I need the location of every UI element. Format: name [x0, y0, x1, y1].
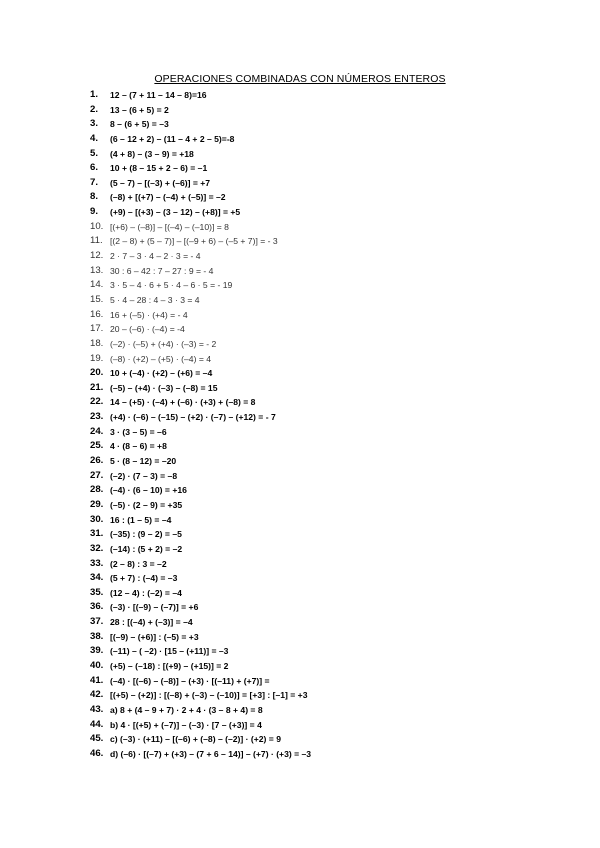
exercise-number: 19.	[90, 352, 104, 364]
exercise-expression: 2 · 7 – 3 · 4 – 2 · 3 = - 4	[110, 251, 201, 262]
exercise-expression: (–2) · (7 – 3) = –8	[110, 470, 178, 481]
page-title: OPERACIONES COMBINADAS CON NÚMEROS ENTEROS	[154, 73, 446, 85]
exercise-expression: 4 · (8 – 6) = +8	[110, 441, 167, 452]
exercise-expression: c) (–3) · (+11) – [(–6) + (–8) – (–2)] · (+2) = 9	[110, 734, 281, 745]
exercise-expression: 13 – (6 + 5) = 2	[110, 104, 169, 115]
exercise-number: 44.	[90, 718, 104, 730]
exercise-expression: (12 – 4) : (–2) = –4	[110, 587, 182, 598]
exercise-expression: a) 8 + (4 – 9 + 7) · 2 + 4 · (3 – 8 + 4) = 8	[110, 704, 263, 715]
exercise-expression: (5 + 7) : (–4) = –3	[110, 573, 178, 584]
exercise-number: 25.	[90, 440, 104, 452]
exercise-number: 40.	[90, 659, 104, 671]
exercise-number: 3.	[90, 118, 99, 130]
exercise-expression: [(+5) – (+2)] : [(–8) + (–3) – (–10)] = [+3] : [–1] = +3	[110, 690, 308, 701]
exercise-number: 6.	[90, 162, 99, 174]
exercise-number: 33.	[90, 557, 104, 569]
exercise-expression: (–5) · (2 – 9) = +35	[110, 499, 183, 510]
exercise-expression: (2 – 8) : 3 = –2	[110, 558, 167, 569]
exercise-number: 37.	[90, 616, 104, 628]
exercise-expression: 3 · 5 – 4 · 6 + 5 · 4 – 6 · 5 = - 19	[110, 280, 233, 291]
exercise-number: 42.	[90, 689, 104, 701]
exercise-expression: [(+6) – (–8)] – [(–4) – (–10)] = 8	[110, 221, 229, 232]
exercise-number: 36.	[90, 601, 104, 613]
exercise-expression: 20 – (–6) · (–4) = -4	[110, 324, 185, 335]
exercise-expression: 16 : (1 – 5) = –4	[110, 514, 172, 525]
exercise-number: 32.	[90, 542, 104, 554]
exercise-number: 24.	[90, 425, 104, 437]
exercise-number: 26.	[90, 455, 104, 467]
exercise-number: 17.	[90, 323, 104, 335]
exercise-number: 5.	[90, 147, 99, 159]
exercise-expression: (–14) : (5 + 2) = –2	[110, 543, 183, 554]
exercise-number: 23.	[90, 411, 104, 423]
exercise-expression: (+5) – (–18) : [(+9) – (+15)] = 2	[110, 660, 229, 671]
exercise-number: 15.	[90, 293, 104, 305]
exercise-expression: (–4) · [(–6) – (–8)] – (+3) · [(–11) + (+7)] =	[110, 675, 270, 686]
exercise-expression: (–8) + [(+7) – (–4) + (–5)] = –2	[110, 192, 226, 203]
exercise-number: 10.	[90, 220, 104, 232]
exercise-expression: 30 : 6 – 42 : 7 – 27 : 9 = - 4	[110, 265, 214, 276]
exercise-number: 11.	[90, 235, 103, 247]
exercise-expression: 10 + (–4) · (+2) – (+6) = –4	[110, 368, 213, 379]
exercise-expression: [(2 – 8) + (5 – 7)] – [(–9 + 6) – (–5 + 7)] = - 3	[110, 236, 278, 247]
exercise-expression: (–4) · (6 – 10) = +16	[110, 485, 187, 496]
exercise-number: 1.	[90, 89, 99, 100]
exercise-number: 16.	[90, 308, 104, 320]
exercise-number: 12.	[90, 250, 104, 262]
exercise-number: 35.	[90, 586, 104, 598]
exercise-expression: 14 – (+5) · (–4) + (–6) · (+3) + (–8) = 8	[110, 397, 256, 408]
exercise-number: 4.	[90, 132, 99, 144]
exercise-number: 18.	[90, 337, 104, 349]
exercise-number: 20.	[90, 367, 104, 379]
exercise-number: 46.	[90, 747, 104, 759]
exercise-number: 21.	[90, 381, 104, 393]
exercise-number: 29.	[90, 498, 104, 510]
exercise-expression: (–3) · [(–9) – (–7)] = +6	[110, 602, 199, 613]
exercise-expression: 5 · (8 – 12) = –20	[110, 456, 177, 467]
exercise-number: 2.	[90, 103, 99, 115]
exercise-number: 14.	[90, 279, 104, 291]
exercise-expression: 8 – (6 + 5) = –3	[110, 119, 169, 130]
exercise-number: 30.	[90, 513, 104, 525]
exercise-expression: (+4) · (–6) – (–15) – (+2) · (–7) – (+12) = - 7	[110, 412, 276, 423]
exercise-expression: 10 + (8 – 15 + 2 – 6) = –1	[110, 163, 208, 174]
exercise-number: 38.	[90, 630, 104, 642]
exercise-number: 45.	[90, 733, 104, 745]
exercise-number: 8.	[90, 191, 99, 203]
exercise-expression: (–11) – ( –2) · [15 – (+11)] = –3	[110, 646, 229, 657]
exercise-number: 7.	[90, 176, 99, 188]
exercise-number: 43.	[90, 703, 104, 715]
exercise-expression: (+9) – [(+3) – (3 – 12) – (+8)] = +5	[110, 207, 241, 218]
exercise-number: 31.	[90, 528, 104, 540]
exercise-number: 39.	[90, 645, 104, 657]
exercise-number: 22.	[90, 396, 104, 408]
exercise-expression: (–35) : (9 – 2) = –5	[110, 529, 182, 540]
exercise-expression: 28 : [(–4) + (–3)] = –4	[110, 617, 193, 628]
exercise-number: 9.	[90, 206, 99, 218]
exercise-expression: [(–9) – (+6)] : (–5) = +3	[110, 631, 199, 642]
exercise-number: 34.	[90, 572, 104, 584]
exercise-expression: (5 – 7) – [(–3) + (–6)] = +7	[110, 177, 211, 188]
exercise-expression: (4 + 8) – (3 – 9) = +18	[110, 148, 194, 159]
exercise-number: 27.	[90, 469, 104, 481]
exercise-expression: 16 + (–5) · (+4) = - 4	[110, 309, 188, 320]
exercise-number: 13.	[90, 264, 104, 276]
exercise-expression: 5 · 4 – 28 : 4 – 3 · 3 = 4	[110, 294, 200, 305]
exercise-expression: (–2) · (–5) + (+4) · (–3) = - 2	[110, 338, 217, 349]
exercise-expression: 12 – (7 + 11 – 14 – 8)=16	[110, 90, 207, 100]
exercise-expression: d) (–6) · [(–7) + (+3) – (7 + 6 – 14)] – (+7) · (+3) = –3	[110, 748, 312, 759]
exercise-expression: (–8) · (+2) – (+5) · (–4) = 4	[110, 353, 212, 364]
exercise-expression: (6 – 12 + 2) – (11 – 4 + 2 – 5)=-8	[110, 133, 235, 144]
exercise-expression: b) 4 · [(+5) + (–7)] – (–3) · [7 – (+3)] = 4	[110, 719, 262, 730]
exercise-expression: (–5) – (+4) · (–3) – (–8) = 15	[110, 382, 218, 393]
exercise-number: 41.	[90, 674, 104, 686]
exercise-expression: 3 · (3 – 5) = –6	[110, 426, 167, 437]
exercise-number: 28.	[90, 484, 104, 496]
